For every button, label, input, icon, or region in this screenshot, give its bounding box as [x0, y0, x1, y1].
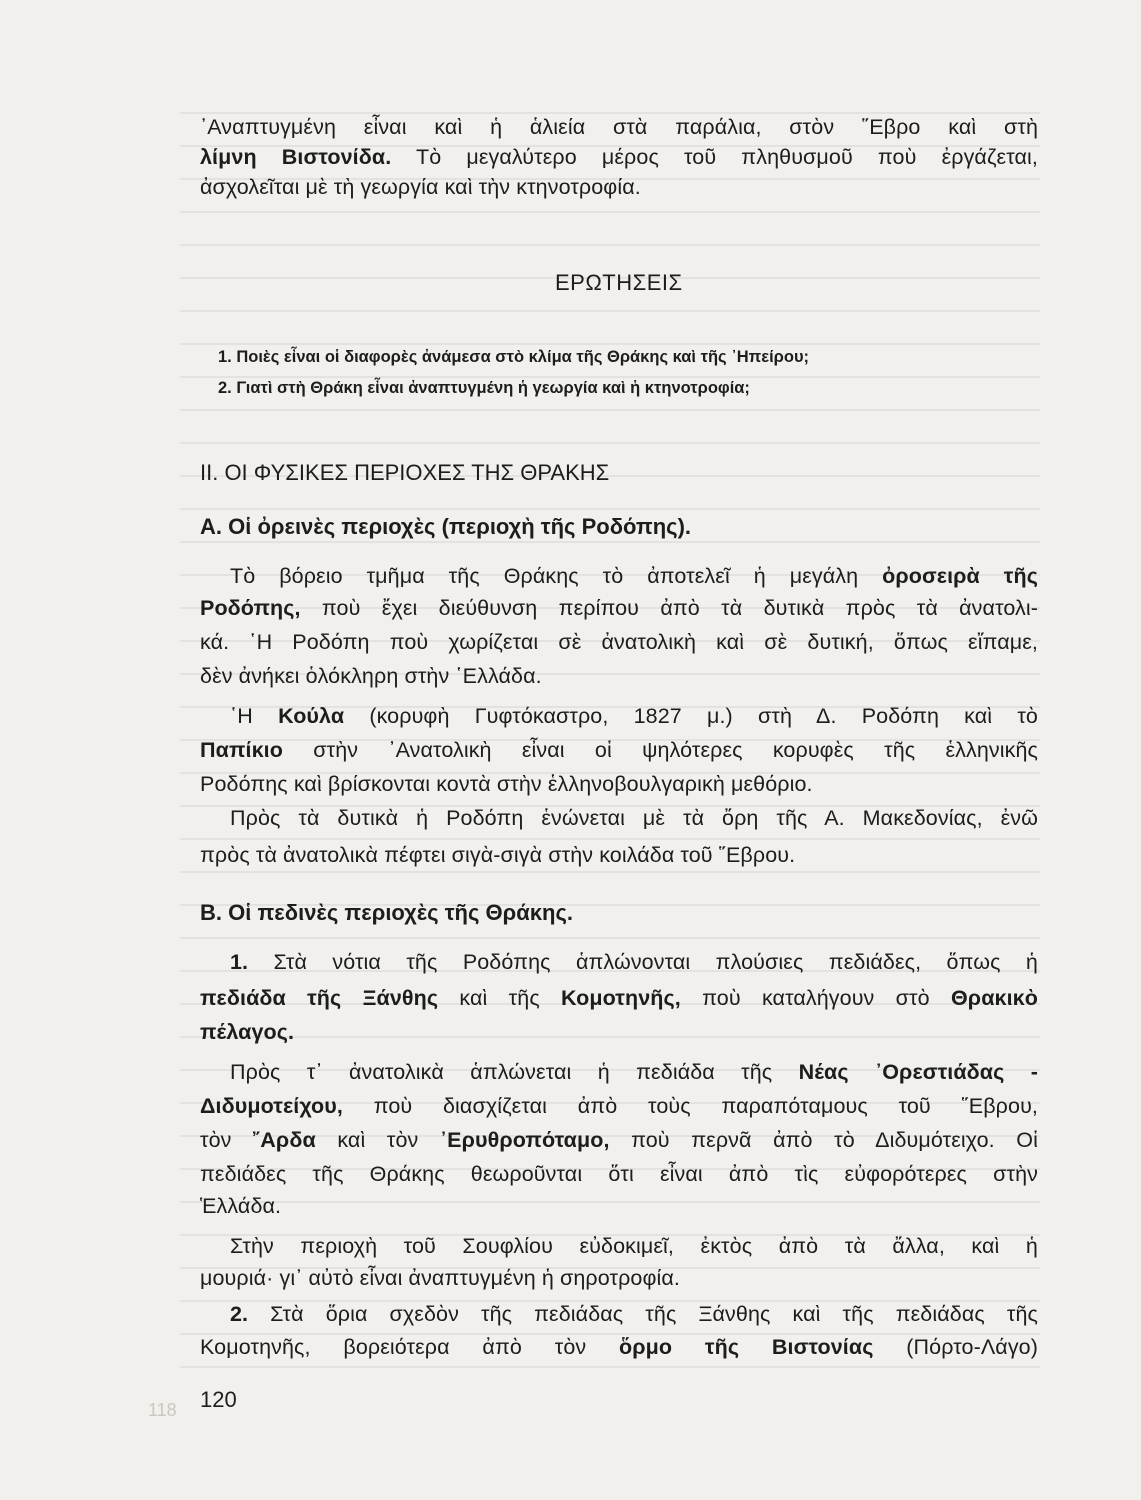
- para-b1-line-1-text: Στὰ νότια τῆς Ροδόπης ἁπλώνονται πλούσιες πεδιάδες, ὅπως ἡ: [248, 950, 1038, 974]
- porto-lago: (Πόρτο-Λάγο): [873, 1335, 1038, 1359]
- para-b2-article-2: καὶ τὸν: [315, 1128, 440, 1152]
- erythropotamos-bold: ᾿Ερυθροπόταμο,: [439, 1128, 610, 1152]
- questions-title: ΕΡΩΤΗΣΕΙΣ: [555, 270, 683, 295]
- intro-line-1: ᾿Αναπτυγμένη εἶναι καὶ ἡ ἁλιεία στὰ παράλια, στὸν ῞Εβρο καὶ στὴ: [200, 115, 1038, 139]
- intro-line-2: [200, 147, 1038, 169]
- para-b1-line-1: [230, 952, 1038, 974]
- para-b1-conj: καὶ τῆς: [438, 986, 562, 1010]
- para-a3-line-1: Πρὸς τὰ δυτικὰ ἡ Ροδόπη ἑνώνεται μὲ τὰ ὄρη τῆς Α. Μακεδονίας, ἐνῶ: [230, 806, 1038, 830]
- para-a2-article: ῾Η: [230, 704, 279, 728]
- question-2: 2. Γιατὶ στὴ Θράκη εἶναι ἀναπτυγμένη ἡ γεωργία καὶ ἡ κτηνοτροφία;: [218, 379, 750, 397]
- para-b1-line-2: [200, 988, 1038, 1010]
- para-b3-line-1: Στὴν περιοχὴ τοῦ Σουφλίου εὐδοκιμεῖ, ἐκτὸς ἀπὸ τὰ ἄλλα, καὶ ἡ: [230, 1234, 1038, 1258]
- arda-bold: ῎Αρδα: [253, 1128, 316, 1152]
- para-a1-line-3: κά. ῾Η Ροδόπη ποὺ χωρίζεται σὲ ἀνατολικὴ καὶ σὲ δυτική, ὅπως εἴπαμε,: [200, 630, 1038, 654]
- para-a2-line-1-text: (κορυφὴ Γυφτόκαστρο, 1827 μ.) στὴ Δ. Ροδόπη καὶ τὸ: [344, 704, 1038, 728]
- intro-line-2-rest: Τὸ μεγαλύτερο μέρος τοῦ πληθυσμοῦ ποὺ ἐργάζεται,: [391, 145, 1038, 169]
- xanthi-plain-bold: πεδιάδα τῆς Ξάνθης: [200, 986, 439, 1010]
- para-b3-line-2: μουριά· γι᾿ αὐτὸ εἶναι ἀναπτυγμένη ἡ σηροτροφία.: [200, 1266, 680, 1290]
- para-a1-line-1-text: Τὸ βόρειο τμῆμα τῆς Θράκης τὸ ἀποτελεῖ ἡ μεγάλη: [230, 564, 883, 588]
- lake-vistonida: λίμνη Βιστονίδα.: [200, 145, 392, 169]
- para-b2-line-2-text: ποὺ διασχίζεται ἀπὸ τοὺς παραπόταμους τοῦ ῞Εβρου,: [342, 1094, 1038, 1118]
- para-b4-line-2-text: Κομοτηνῆς, βορειότερα ἀπὸ τὸν: [200, 1335, 620, 1359]
- item-1-number: 1.: [230, 950, 249, 974]
- para-b4-line-1-text: Στὰ ὅρια σχεδὸν τῆς πεδιάδας τῆς Ξάνθης καὶ τῆς πεδιάδας τῆς: [248, 1302, 1038, 1326]
- para-a1-line-4: δὲν ἀνήκει ὁλόκληρη στὴν ῾Ελλάδα.: [200, 664, 542, 688]
- para-b2-line-1-text: Πρὸς τ᾿ ἀνατολικὰ ἁπλώνεται ἡ πεδιάδα τῆς: [230, 1060, 799, 1084]
- para-b2-line-3: [200, 1130, 1038, 1152]
- para-a2-line-2-text: στὴν ᾿Ανατολικὴ εἶναι οἱ ψηλότερες κορυφὲς τῆς ἑλληνικῆς: [282, 738, 1038, 762]
- para-a3-line-2: πρὸς τὰ ἀνατολικὰ πέφτει σιγὰ-σιγὰ στὴν κοιλάδα τοῦ ῞Εβρου.: [200, 843, 796, 867]
- item-2-number: 2.: [230, 1302, 249, 1326]
- para-b1-line-3: πέλαγος.: [200, 1020, 295, 1044]
- para-b4-line-1: [230, 1304, 1038, 1326]
- para-a1-line-2: [200, 598, 1038, 620]
- para-a1-line-2-text: ποὺ ἔχει διεύθυνση περίπου ἀπὸ τὰ δυτικὰ πρὸς τὰ ἀνατολι-: [300, 596, 1038, 620]
- subsection-b-title: Β. Οἱ πεδινὲς περιοχὲς τῆς Θράκης.: [200, 900, 574, 925]
- koula-bold: Κούλα: [278, 704, 345, 728]
- ghost-page-number: 118: [148, 1400, 177, 1420]
- para-b2-line-4: πεδιάδες τῆς Θράκης θεωροῦνται ὅτι εἶναι ἀπὸ τὶς εὐφορότερες στὴν: [200, 1162, 1038, 1186]
- para-b2-line-5: Ἑλλάδα.: [200, 1194, 282, 1218]
- orestiada-bold: Νέας ᾿Ορεστιάδας -: [798, 1060, 1038, 1084]
- rhodope-range-bold: ὀροσειρὰ τῆς: [882, 564, 1038, 588]
- para-a2-line-2: [200, 740, 1038, 762]
- para-a2-line-3: Ροδόπης καὶ βρίσκονται κοντὰ στὴν ἑλληνοβουλγαρικὴ μεθόριο.: [200, 772, 813, 796]
- subsection-a-title: Α. Οἱ ὀρεινὲς περιοχὲς (περιοχὴ τῆς Ροδόπης).: [200, 514, 692, 539]
- intro-line-3: ἀσχολεῖται μὲ τὴ γεωργία καὶ τὴν κτηνοτροφία.: [200, 175, 641, 199]
- didymoteicho-bold: Διδυμοτείχου,: [200, 1094, 343, 1118]
- page-number: 120: [200, 1387, 237, 1412]
- para-b2-line-1: [230, 1062, 1038, 1084]
- para-b1-mid: ποὺ καταλήγουν στὸ: [680, 986, 951, 1010]
- rhodope-bold: Ροδόπης,: [200, 596, 301, 620]
- para-b2-article-1: τὸν: [200, 1128, 254, 1152]
- para-b2-line-3-text: ποὺ περνᾶ ἀπὸ τὸ Διδυμότειχο. Οἱ: [609, 1128, 1038, 1152]
- thracian-bold: Θρακικὸ: [950, 986, 1038, 1010]
- komotini-bold: Κομοτηνῆς,: [561, 986, 681, 1010]
- question-1: 1. Ποιὲς εἶναι οἱ διαφορὲς ἀνάμεσα στὸ κλίμα τῆς Θράκης καὶ τῆς ᾿Ηπείρου;: [218, 348, 810, 366]
- vistonia-gulf-bold: ὅρμο τῆς Βιστονίας: [619, 1335, 874, 1359]
- para-b4-line-2: [200, 1337, 1038, 1359]
- papikio-bold: Παπίκιο: [200, 738, 283, 762]
- section-title: ΙΙ. ΟΙ ΦΥΣΙΚΕΣ ΠΕΡΙΟΧΕΣ ΤΗΣ ΘΡΑΚΗΣ: [200, 460, 610, 485]
- para-a1-line-1: [230, 566, 1038, 588]
- para-a2-line-1: [230, 706, 1038, 728]
- para-b2-line-2: [200, 1096, 1038, 1118]
